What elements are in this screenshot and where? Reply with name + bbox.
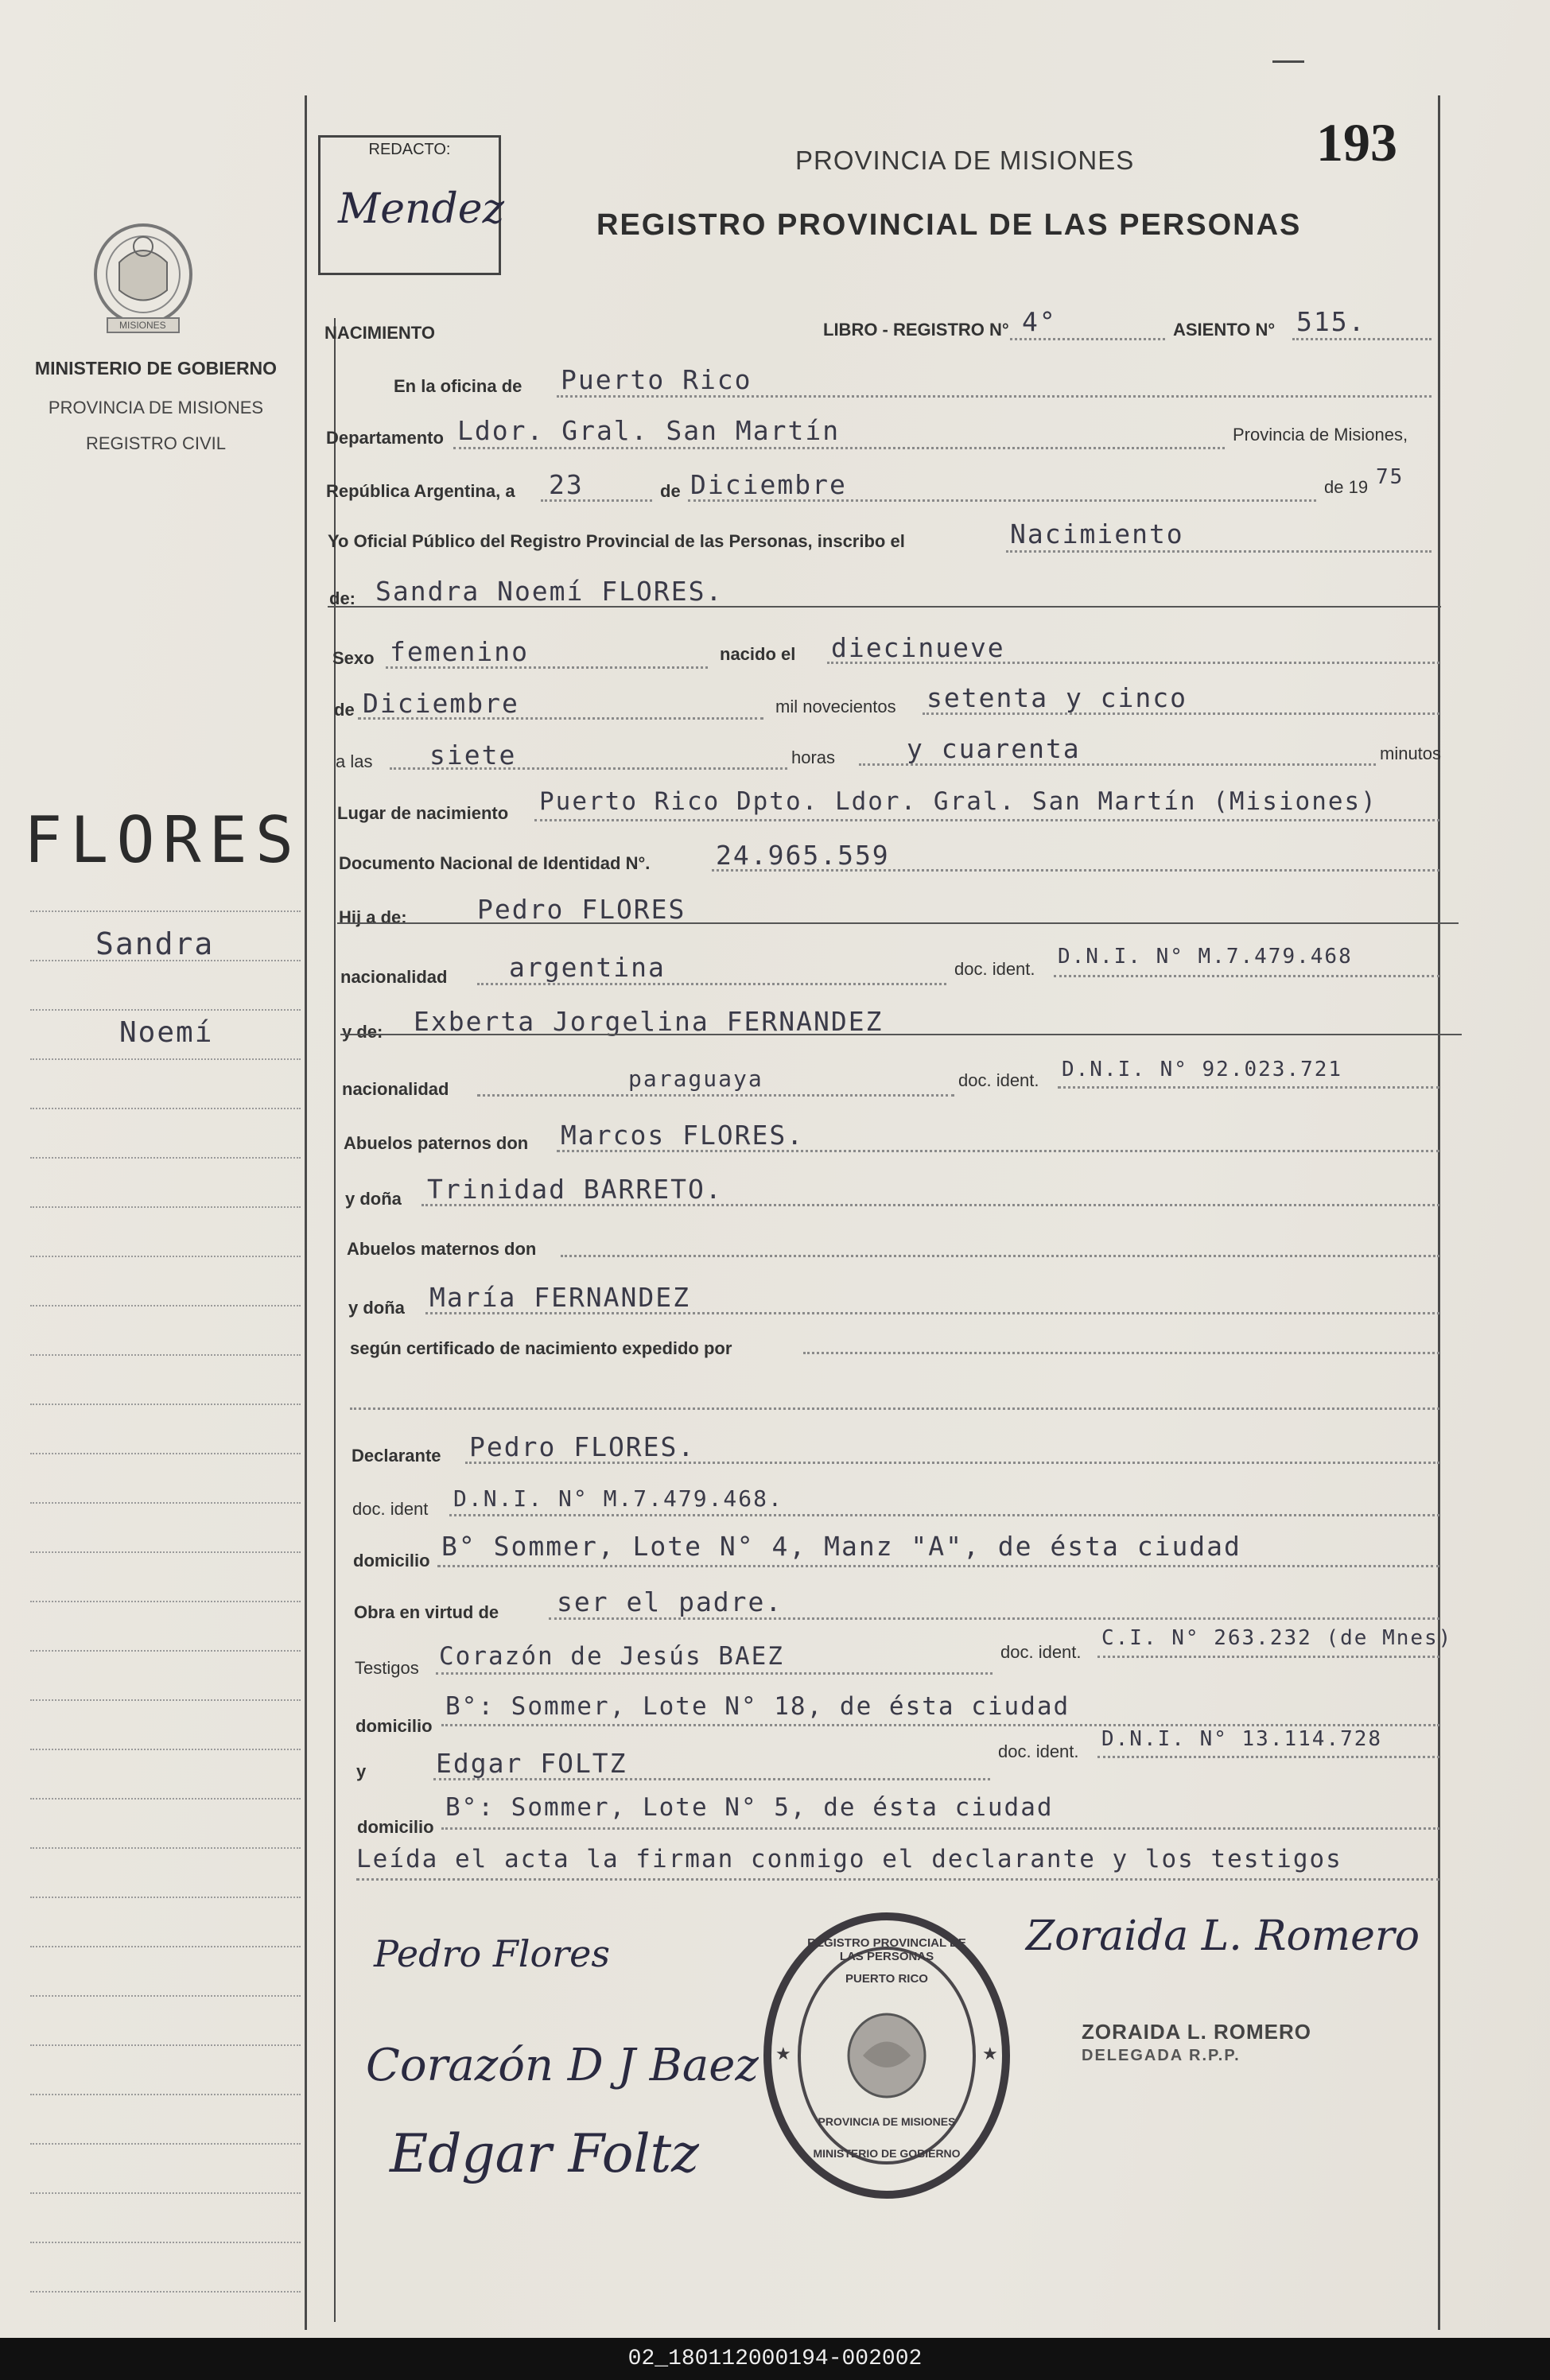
- a-las-label: a las: [336, 751, 373, 771]
- margin-ruled-line: [30, 1305, 301, 1306]
- testigo1-doc: C.I. N° 263.232 (de Mnes): [1101, 1626, 1453, 1650]
- ministry-label: MINISTERIO DE GOBIERNO: [34, 358, 278, 379]
- birth-year-words: setenta y cinco: [927, 682, 1188, 713]
- testigo2-dom-dots: [441, 1827, 1439, 1830]
- minutes-dots: [859, 763, 1376, 766]
- birth-month-dots: [358, 717, 763, 720]
- nacido-label: nacido el: [720, 644, 796, 664]
- first-name-margin: Sandra: [95, 926, 215, 961]
- margin-ruled-line: [30, 1995, 301, 1997]
- lugar-value: Puerto Rico Dpto. Ldor. Gral. San Martín (Misiones): [539, 787, 1377, 816]
- doc-ident-short-label: doc. ident: [352, 1499, 429, 1519]
- libro-label: LIBRO - REGISTRO N°: [823, 320, 1009, 340]
- departamento-value: Ldor. Gral. San Martín: [457, 415, 841, 446]
- hours-dots: [390, 767, 787, 770]
- nacido-dots: [827, 662, 1439, 664]
- abuela-materna: María FERNANDEZ: [429, 1282, 691, 1313]
- abuelo-paterno-dots: [557, 1150, 1439, 1152]
- documento-dots: [712, 869, 1439, 872]
- minutos-label: minutos: [1380, 744, 1442, 763]
- testigo1: Corazón de Jesús BAEZ: [439, 1642, 784, 1671]
- act-value: Nacimiento: [1010, 518, 1184, 549]
- segun-dots-2: [350, 1407, 1439, 1410]
- testigo1-domicilio: B°: Sommer, Lote N° 18, de ésta ciudad: [445, 1692, 1070, 1721]
- declarante-doc-dots: [449, 1514, 1439, 1516]
- testigo1-doc-dots: [1097, 1656, 1439, 1658]
- nacido-value: diecinueve: [831, 632, 1005, 663]
- page-number: 193: [1316, 112, 1397, 173]
- margin-ruled-line: [30, 1453, 301, 1454]
- domicilio-label-1: domicilio: [353, 1551, 430, 1570]
- inner-border-line: [334, 318, 336, 2322]
- testigo2-doc-dots: [1097, 1756, 1439, 1758]
- y-dona-label-1: y doña: [345, 1189, 402, 1209]
- margin-ruled-line: [30, 2094, 301, 2095]
- margin-ruled-line: [30, 1749, 301, 1750]
- hours-value: siete: [429, 740, 517, 771]
- name-underline: [328, 606, 1441, 608]
- abuelos-paternos-label: Abuelos paternos don: [344, 1133, 529, 1153]
- testigos-label: Testigos: [355, 1658, 419, 1678]
- closing-statement: Leída el acta la firman conmigo el declarante y los testigos: [356, 1845, 1342, 1873]
- declarante-doc: D.N.I. N° M.7.479.468.: [453, 1485, 783, 1512]
- domicilio-label-3: domicilio: [357, 1817, 434, 1837]
- signature-official: Zoraida L. Romero: [1026, 1912, 1420, 1960]
- father-underline: [337, 922, 1459, 924]
- horas-label: horas: [791, 747, 836, 767]
- documento-label: Documento Nacional de Identidad N°.: [339, 853, 651, 873]
- seal-bottom-text: PROVINCIA DE MISIONES: [818, 2115, 956, 2128]
- margin-ruled-line: [30, 1009, 301, 1011]
- margin-ruled-line: [30, 1058, 301, 1060]
- margin-ruled-line: [30, 2143, 301, 2145]
- margin-ruled-line: [30, 1946, 301, 1947]
- testigo1-dots: [436, 1672, 993, 1675]
- redacto-signature: Mendez: [338, 185, 504, 233]
- oficina-value: Puerto Rico: [561, 364, 752, 395]
- abuela-paterna-dots: [421, 1204, 1439, 1206]
- sexo-label: Sexo: [332, 648, 375, 668]
- signature-corazon-baez: Corazón D J Baez: [366, 2040, 759, 2091]
- margin-ruled-line: [30, 2291, 301, 2293]
- testigo2-doc: D.N.I. N° 13.114.728: [1101, 1727, 1383, 1751]
- province-label: PROVINCIA DE MISIONES: [48, 398, 264, 417]
- mother-doc-dots: [1058, 1086, 1439, 1089]
- testigo2-domicilio: B°: Sommer, Lote N° 5, de ésta ciudad: [445, 1793, 1054, 1822]
- province-title: PROVINCIA DE MISIONES: [795, 146, 1135, 175]
- doc-ident-label-4: doc. ident.: [998, 1741, 1079, 1761]
- abuelos-maternos-label: Abuelos maternos don: [347, 1239, 537, 1259]
- libro-value: 4°: [1022, 306, 1057, 337]
- father-doc-dots: [1054, 975, 1439, 977]
- mother-value: Exberta Jorgelina FERNANDEZ: [414, 1006, 884, 1037]
- margin-ruled-line: [30, 1256, 301, 1257]
- republica-label: República Argentina, a: [326, 481, 515, 501]
- father-doc: D.N.I. N° M.7.479.468: [1058, 945, 1353, 969]
- margin-ruled-line: [30, 1798, 301, 1800]
- closing-dots: [356, 1878, 1439, 1881]
- oficina-dots: [557, 395, 1432, 398]
- de-label: de: [660, 481, 681, 501]
- asiento-value: 515.: [1296, 306, 1366, 337]
- obra-dots: [549, 1617, 1439, 1620]
- doc-ident-label-1: doc. ident.: [954, 959, 1035, 979]
- seal-ministry-text: MINISTERIO DE GOBIERNO: [813, 2147, 961, 2160]
- doc-ident-label-2: doc. ident.: [958, 1070, 1039, 1090]
- month-value: Diciembre: [690, 469, 847, 500]
- surname-margin: FLORES: [24, 803, 301, 877]
- signature-edgar-foltz: Edgar Foltz: [390, 2123, 699, 2184]
- lugar-dots: [534, 819, 1439, 821]
- testigo2: Edgar FOLTZ: [436, 1748, 627, 1779]
- margin-ruled-line: [30, 2242, 301, 2243]
- oficial-text: Yo Oficial Público del Registro Provincial de las Personas, inscribo el: [328, 531, 905, 551]
- doc-ident-label-3: doc. ident.: [1000, 1642, 1082, 1662]
- margin-ruled-line: [30, 1601, 301, 1602]
- segun-dots: [803, 1352, 1439, 1354]
- margin-ruled-line: [30, 1699, 301, 1701]
- libro-dots: [1010, 338, 1165, 340]
- margin-ruled-line: [30, 1206, 301, 1208]
- name-value: Sandra Noemí FLORES.: [375, 576, 724, 607]
- margin-ruled-line: [30, 1354, 301, 1356]
- seal-inner-text: PUERTO RICO: [845, 1972, 928, 1986]
- official-stamp-title: DELEGADA R.P.P.: [1082, 2047, 1241, 2064]
- margin-ruled-line: [30, 1847, 301, 1849]
- margin-ruled-line: [30, 1897, 301, 1898]
- declarante-label: Declarante: [352, 1446, 441, 1466]
- lugar-label: Lugar de nacimiento: [337, 803, 509, 823]
- margin-ruled-line: [30, 1551, 301, 1553]
- redacto-label: REDACTO:: [368, 141, 451, 158]
- margin-ruled-line: [30, 910, 301, 912]
- day-value: 23: [549, 469, 584, 500]
- margin-ruled-line: [30, 2044, 301, 2046]
- abuela-paterna: Trinidad BARRETO.: [427, 1174, 723, 1205]
- margin-ruled-line: [30, 1404, 301, 1405]
- mother-doc: D.N.I. N° 92.023.721: [1062, 1058, 1343, 1081]
- signature-pedro-flores: Pedro Flores: [374, 1932, 611, 1975]
- margin-ruled-line: [30, 1108, 301, 1109]
- departamento-label: Departamento: [326, 428, 444, 448]
- father-nationality: argentina: [509, 952, 666, 983]
- testigo1-dom-dots: [441, 1724, 1439, 1726]
- domicilio-label-2: domicilio: [355, 1716, 433, 1736]
- obra-label: Obra en virtud de: [354, 1602, 499, 1622]
- departamento-dots: [453, 447, 1225, 449]
- nacionalidad-label-2: nacionalidad: [342, 1079, 449, 1099]
- father-value: Pedro FLORES: [477, 894, 686, 925]
- margin-ruled-line: [30, 1650, 301, 1652]
- month-dots: [688, 499, 1316, 502]
- seal-caption: MISIONES: [119, 320, 166, 331]
- sexo-value: femenino: [390, 636, 529, 667]
- minutes-value: y cuarenta: [907, 733, 1081, 764]
- margin-ruled-line: [30, 2192, 301, 2194]
- registry-title: REGISTRO PROVINCIAL DE LAS PERSONAS: [596, 208, 1302, 242]
- abuela-materna-dots: [425, 1312, 1439, 1314]
- official-stamp-name: ZORAIDA L. ROMERO: [1082, 2020, 1312, 2044]
- year-label: de 19: [1324, 477, 1369, 497]
- mother-nat-dots: [477, 1094, 954, 1097]
- hija-label: Hij a de:: [339, 907, 407, 927]
- oficina-label: En la oficina de: [394, 376, 522, 396]
- y-label: y: [356, 1761, 367, 1781]
- svg-text:★: ★: [982, 2044, 998, 2064]
- margin-ruled-line: [30, 1157, 301, 1159]
- abuelo-paterno: Marcos FLORES.: [561, 1120, 805, 1151]
- year-value: 75: [1376, 465, 1404, 489]
- birth-month: Diciembre: [363, 688, 519, 719]
- middle-name-margin: Noemí: [119, 1016, 214, 1049]
- de-month-label: de: [334, 700, 355, 720]
- mother-nationality: paraguaya: [628, 1066, 763, 1092]
- de-name-label: de:: [329, 588, 355, 608]
- right-border-line: [1438, 95, 1440, 2330]
- act-dots: [1006, 550, 1432, 553]
- declarante-dots: [465, 1462, 1439, 1464]
- declarante-dom-dots: [437, 1565, 1439, 1567]
- record-type: NACIMIENTO: [324, 323, 435, 343]
- declarante-domicilio: B° Sommer, Lote N° 4, Manz "A", de ésta ciudad: [441, 1531, 1241, 1562]
- segun-label: según certificado de nacimiento expedido por: [350, 1338, 732, 1358]
- image-id-footer: 02_180112000194-002002: [0, 2338, 1550, 2380]
- left-border-line: [305, 95, 307, 2330]
- abuelo-materno-dots: [561, 1255, 1439, 1257]
- redacto-box: [318, 135, 504, 275]
- sexo-dots: [386, 666, 708, 669]
- testigo2-dots: [433, 1778, 990, 1780]
- mil-label: mil novecientos: [775, 697, 896, 716]
- birth-year-dots: [923, 712, 1439, 715]
- y-de-label: y de:: [342, 1022, 383, 1042]
- mother-underline: [340, 1034, 1462, 1035]
- documento-value: 24.965.559: [716, 840, 890, 871]
- asiento-label: ASIENTO N°: [1173, 320, 1276, 340]
- svg-text:★: ★: [775, 2044, 791, 2064]
- margin-ruled-line: [30, 960, 301, 961]
- nacionalidad-label-1: nacionalidad: [340, 967, 448, 987]
- registry-label: REGISTRO CIVIL: [85, 433, 227, 453]
- y-dona-label-2: y doña: [348, 1298, 405, 1318]
- margin-ruled-line: [30, 1502, 301, 1504]
- provincia-label: Provincia de Misiones,: [1233, 425, 1408, 445]
- asiento-dots: [1292, 338, 1432, 340]
- day-dots: [541, 499, 652, 502]
- seal-outer-text: REGISTRO PROVINCIAL DE LAS PERSONAS: [807, 1936, 966, 1963]
- father-nat-dots: [477, 983, 946, 985]
- declarante-value: Pedro FLORES.: [469, 1431, 696, 1462]
- obra-value: ser el padre.: [557, 1586, 783, 1617]
- top-dash: [1272, 60, 1304, 63]
